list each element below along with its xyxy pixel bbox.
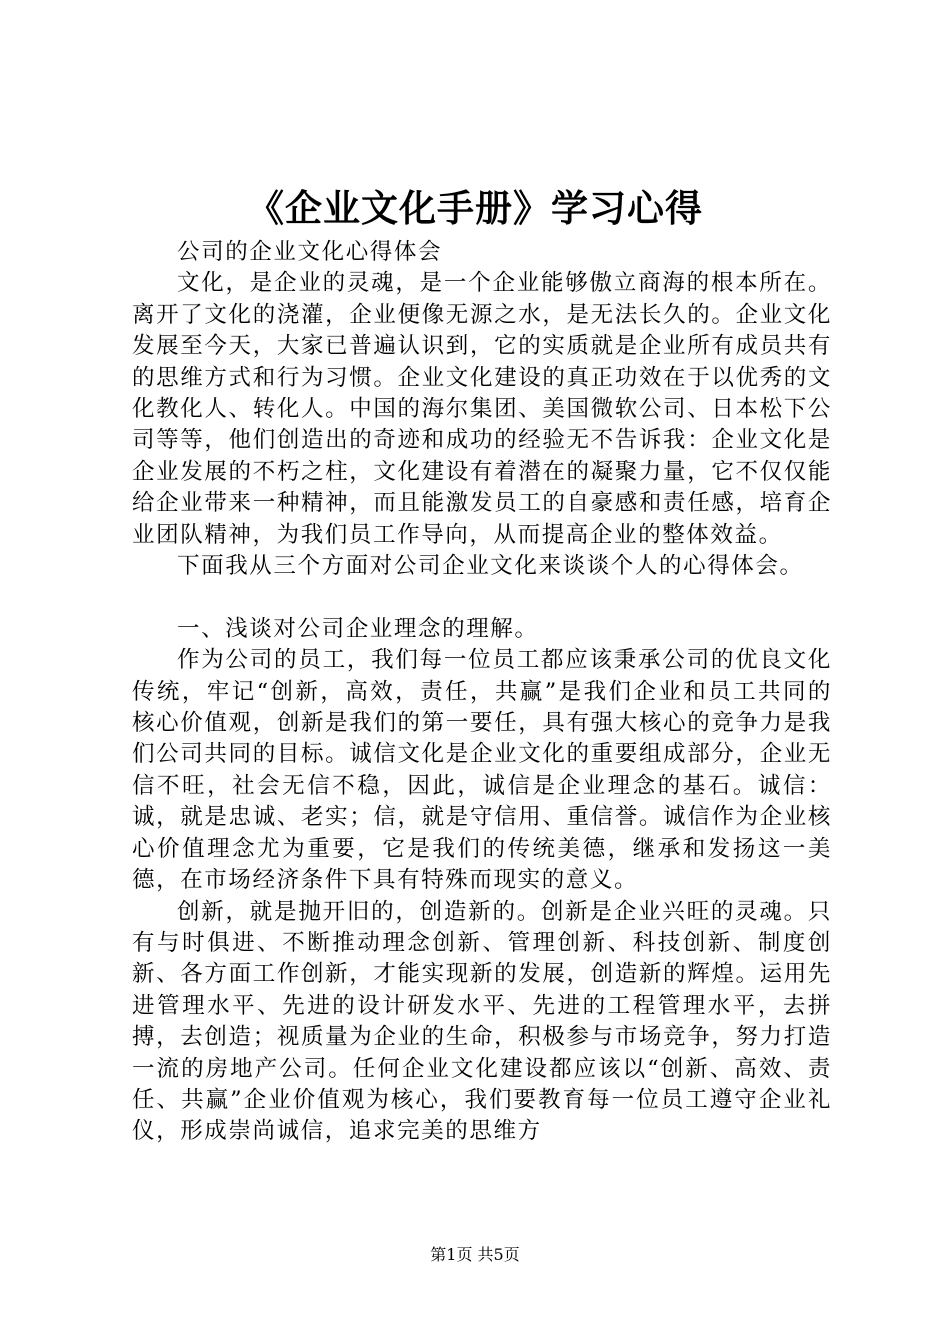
paragraph-intro-heading: 公司的企业文化心得体会: [177, 239, 443, 265]
paragraph-innovation: 创新，就是抛开旧的，创造新的。创新是企业兴旺的灵魂。只有与时俱进、不断推动理念创新、管理创新、科技创新、制度创新、各方面工作创新，才能实现新的发展，创造新的辉煌。运用先进管理水平、先进的设计研发水平、先进的工程管理水平，去拼搏，去创造；视质量为企业的生命，积极参与市场竞争，努力打造一流的房地产公司。任何企业文化建设都应该以“创新、高效、责任、共赢”企业价值观为核心，我们要教育每一位员工遵守企业礼仪，形成崇尚诚信，追求完美的思维方: [132, 898, 832, 1145]
paragraph-three-aspects: 下面我从三个方面对公司企业文化来谈谈个人的心得体会。: [177, 553, 804, 580]
blank-line: [132, 582, 832, 613]
document-body: [132, 237, 832, 1148]
page-number-footer: 第1页 共5页: [430, 1245, 520, 1264]
paragraph-culture-soul: 文化，是企业的灵魂，是一个企业能够傲立商海的根本所在。离开了文化的浇灌，企业便像无源之水，是无法长久的。企业文化发展至今天，大家已普遍认识到，它的实质就是企业所有成员共有的思维方式和行为习惯。企业文化建设的真正功效在于以优秀的文化教化人、转化人。中国的海尔集团、美国微软公司、日本松下公司等等，他们创造出的奇迹和成功的经验无不告诉我：企业文化是企业发展的不朽之柱，文化建设有着潜在的凝聚力量，它不仅仅能给企业带来一种精神，而且能激发员工的自豪感和责任感，培育企业团队精神，为我们员工作导向，从而提高企业的整体效益。: [132, 270, 832, 548]
document-title: 《企业文化手册》学习心得: [247, 187, 703, 230]
paragraph-integrity: 作为公司的员工，我们每一位员工都应该秉承公司的优良文化传统，牢记“创新，高效，责任，共赢”是我们企业和员工共同的核心价值观，创新是我们的第一要任，具有强大核心的竞争力是我们公司共同的目标。诚信文化是企业文化的重要组成部分，企业无信不旺，社会无信不稳，因此，诚信是企业理念的基石。诚信：诚，就是忠诚、老实；信，就是守信用、重信誉。诚信作为企业核心价值理念尤为重要，它是我们的传统美德，继承和发扬这一美德，在市场经济条件下具有特殊而现实的意义。: [132, 647, 832, 894]
section-heading-1: 一、浅谈对公司企业理念的理解。: [177, 615, 539, 642]
